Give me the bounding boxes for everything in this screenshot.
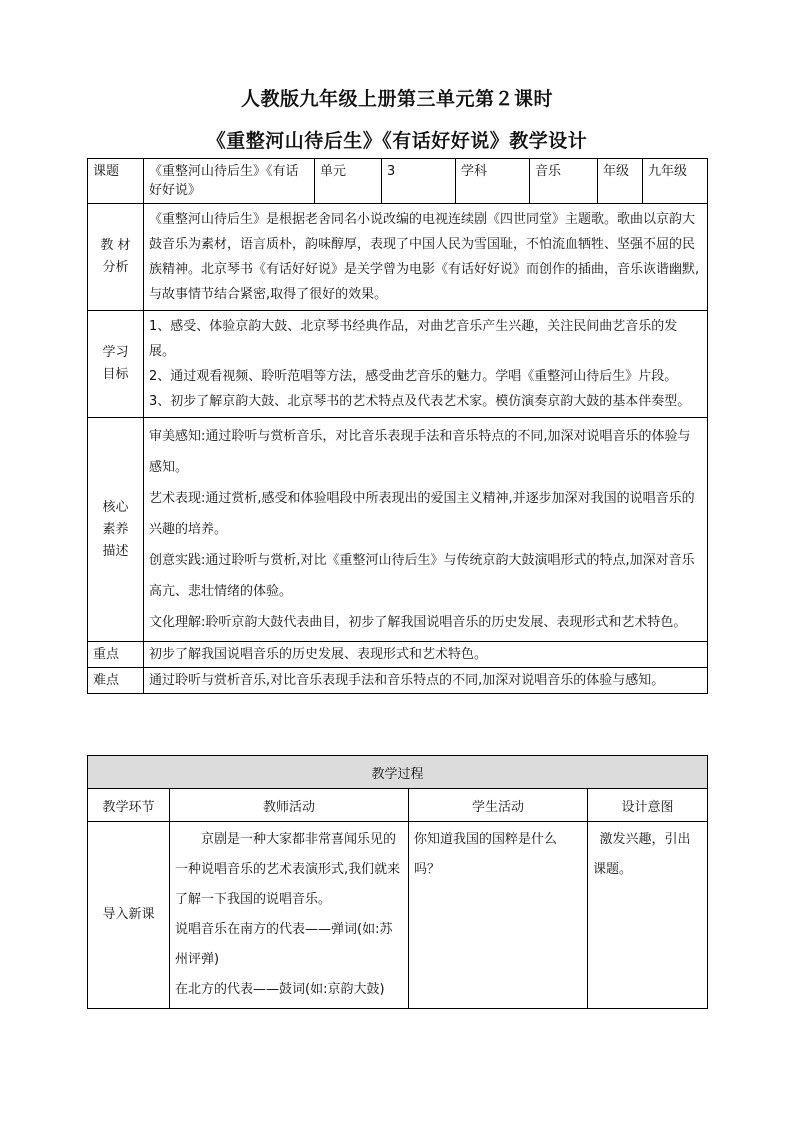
grade-label: 年级 bbox=[598, 159, 643, 204]
col-header-intent: 设计意图 bbox=[588, 789, 708, 822]
core-cell bbox=[144, 418, 708, 642]
core-label: 核心 素养 描述 bbox=[88, 418, 144, 642]
goal-item: 3、初步了解京韵大鼓、北京琴书的艺术特点及代表艺术家。模仿演奏京韵大鼓的基本伴奏型。 bbox=[149, 394, 691, 409]
core-item: 艺术表现:通过赏析,感受和体验唱段中所表现出的爱国主义精神,并逐步加深对我国的说唱音乐的兴趣的培养。 bbox=[149, 491, 695, 537]
goal-item: 1、感受、体验京韵大鼓、北京琴书经典作品，对曲艺音乐产生兴趣，关注民间曲艺音乐的发展。 bbox=[149, 319, 678, 359]
teacher-line: 说唱音乐在南方的代表——弹词(如:苏州评弹) bbox=[175, 922, 393, 967]
difficult-text: 通过聆听与赏析音乐,对比音乐表现手法和音乐特点的不同,加深对说唱音乐的体验与感知。 bbox=[144, 668, 708, 694]
process-banner: 教学过程 bbox=[88, 756, 708, 789]
document-title: 人教版九年级上册第三单元第２课时 bbox=[240, 88, 553, 110]
info-table bbox=[87, 158, 708, 694]
material-row bbox=[88, 204, 708, 311]
col-header-student: 学生活动 bbox=[409, 789, 588, 822]
topic-label: 课题 bbox=[88, 159, 144, 204]
key-label: 重点 bbox=[88, 642, 144, 668]
topic-value: 《重整河山待后生》《有话好好说》 bbox=[144, 159, 315, 204]
topic-row bbox=[88, 159, 708, 204]
difficult-label: 难点 bbox=[88, 668, 144, 694]
unit-value: 3 bbox=[382, 159, 456, 204]
core-row bbox=[88, 418, 708, 642]
goal-item: 2、通过观看视频、聆听范唱等方法，感受曲艺音乐的魅力。学唱《重整河山待后生》片段。 bbox=[149, 369, 678, 384]
document-subtitle: 《重整河山待后生》《有话好好说》教学设计 bbox=[206, 130, 588, 152]
goals-row bbox=[88, 311, 708, 418]
col-header-teacher: 教师活动 bbox=[170, 789, 409, 822]
process-row bbox=[88, 822, 708, 1009]
subject-label: 学科 bbox=[456, 159, 530, 204]
process-table bbox=[87, 755, 708, 1009]
material-text: 《重整河山待后生》是根据老舍同名小说改编的电视连续剧《四世同堂》主题歌。歌曲以京韵大鼓音乐为素材，语言质朴，韵味醇厚，表现了中国人民为雪国耻，不怕流血牺牲、坚强不屈的民族精神。北京琴书《有话好好说》是关学曾为电影《有话好好说》而创作的插曲，音乐诙谐幽默,与故事情节结合紧密,取得了很好的效果。 bbox=[144, 204, 708, 311]
student-activity-cell: 你知道我国的国粹是什么吗？ bbox=[409, 822, 588, 1009]
unit-label: 单元 bbox=[315, 159, 382, 204]
intent-cell: 激发兴趣，引出课题。 bbox=[588, 822, 708, 1009]
teacher-line: 京剧是一种大家都非常喜闻乐见的一种说唱音乐的艺术表演形式,我们就来了解一下我国的说唱音乐。 bbox=[175, 832, 401, 907]
core-item: 文化理解:聆听京韵大鼓代表曲目，初步了解我国说唱音乐的历史发展、表现形式和艺术特色。 bbox=[149, 615, 687, 630]
core-item: 审美感知:通过聆听与赏析音乐，对比音乐表现手法和音乐特点的不同,加深对说唱音乐的体验与感知。 bbox=[149, 429, 691, 475]
key-row bbox=[88, 642, 708, 668]
key-text: 初步了解我国说唱音乐的历史发展、表现形式和艺术特色。 bbox=[144, 642, 708, 668]
grade-value: 九年级 bbox=[643, 159, 708, 204]
col-header-stage: 教学环节 bbox=[88, 789, 170, 822]
core-item: 创意实践:通过聆听与赏析,对比《重整河山待后生》与传统京韵大鼓演唱形式的特点,加深对音乐高亢、悲壮情绪的体验。 bbox=[149, 553, 695, 599]
teacher-activity-cell bbox=[170, 822, 409, 1009]
goals-cell bbox=[144, 311, 708, 418]
stage-cell: 导入新课 bbox=[88, 822, 170, 1009]
subject-value: 音乐 bbox=[530, 159, 598, 204]
difficult-row bbox=[88, 668, 708, 694]
teacher-line: 在北方的代表——鼓词(如:京韵大鼓) bbox=[175, 982, 385, 997]
process-header-row bbox=[88, 789, 708, 822]
material-label: 教 材 分析 bbox=[88, 204, 144, 311]
goals-label: 学习 目标 bbox=[88, 311, 144, 418]
